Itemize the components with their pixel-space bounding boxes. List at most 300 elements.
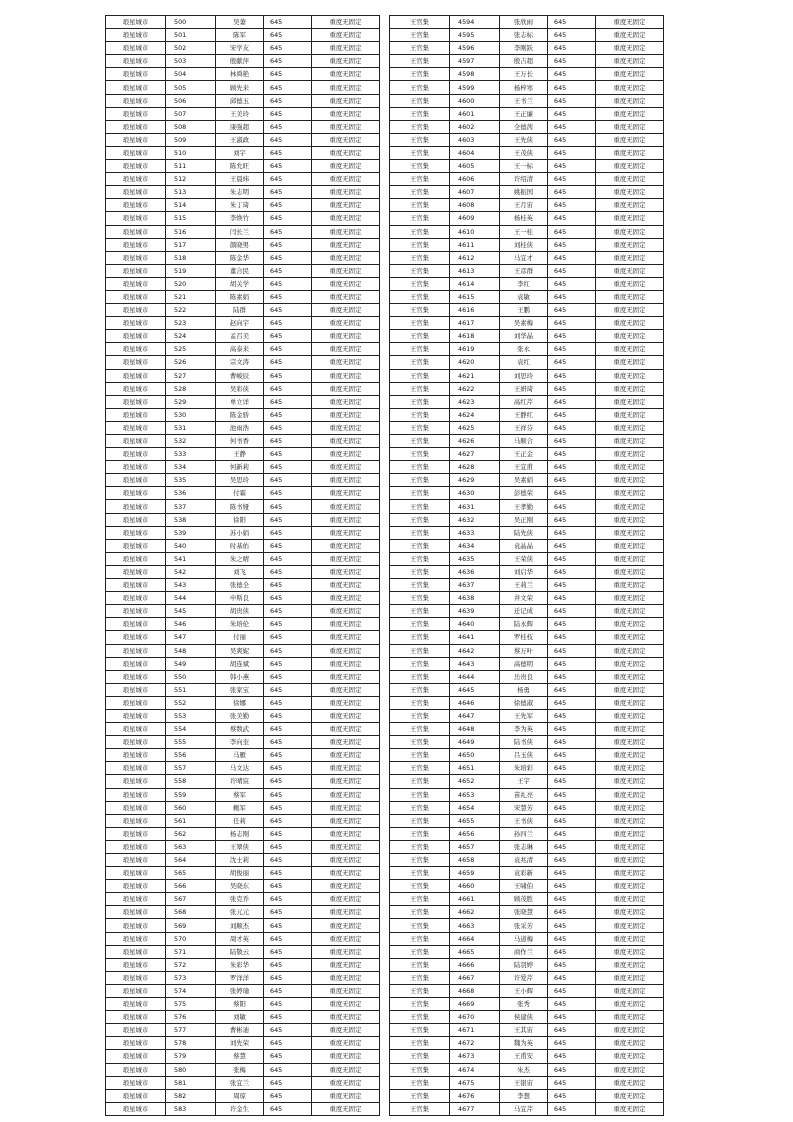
place-cell: 琅星城市: [106, 474, 166, 487]
place-cell: 王官集: [390, 1011, 450, 1024]
status-cell: 重度无固定: [312, 814, 380, 827]
name-cell: 刘宇: [216, 146, 264, 159]
status-cell: 重度无固定: [312, 146, 380, 159]
status-cell: 重度无固定: [596, 146, 664, 159]
id-cell: 4674: [450, 1063, 500, 1076]
amount-cell: 645: [264, 605, 312, 618]
place-cell: 琅星城市: [106, 1024, 166, 1037]
place-cell: 王官集: [390, 107, 450, 120]
amount-cell: 645: [548, 1050, 596, 1063]
name-cell: 刘桂侠: [500, 238, 548, 251]
status-cell: 重度无固定: [596, 775, 664, 788]
status-cell: 重度无固定: [312, 618, 380, 631]
status-cell: 重度无固定: [312, 513, 380, 526]
place-cell: 琅星城市: [106, 840, 166, 853]
table-row: [390, 356, 664, 369]
table-row: [390, 827, 664, 840]
amount-cell: 645: [548, 408, 596, 421]
status-cell: 重度无固定: [312, 369, 380, 382]
status-cell: 重度无固定: [312, 55, 380, 68]
amount-cell: 645: [264, 81, 312, 94]
amount-cell: 645: [548, 971, 596, 984]
status-cell: 重度无固定: [596, 107, 664, 120]
place-cell: 琅星城市: [106, 212, 166, 225]
amount-cell: 645: [264, 369, 312, 382]
table-row: [390, 840, 664, 853]
amount-cell: 645: [548, 618, 596, 631]
status-cell: 重度无固定: [596, 186, 664, 199]
table-row: [390, 631, 664, 644]
status-cell: 重度无固定: [596, 251, 664, 264]
id-cell: 572: [166, 958, 216, 971]
status-cell: 重度无固定: [596, 461, 664, 474]
name-cell: 袁敏: [500, 290, 548, 303]
id-cell: 4675: [450, 1076, 500, 1089]
place-cell: 琅星城市: [106, 55, 166, 68]
status-cell: 重度无固定: [596, 696, 664, 709]
table-row: [106, 1089, 380, 1102]
table-row: [390, 55, 664, 68]
amount-cell: 645: [548, 998, 596, 1011]
table-row: [390, 998, 664, 1011]
place-cell: 王官集: [390, 42, 450, 55]
status-cell: 重度无固定: [312, 919, 380, 932]
id-cell: 509: [166, 133, 216, 146]
table-row: [106, 1050, 380, 1063]
id-cell: 552: [166, 696, 216, 709]
name-cell: 商作兰: [500, 945, 548, 958]
place-cell: 琅星城市: [106, 448, 166, 461]
name-cell: 王一标: [500, 160, 548, 173]
place-cell: 王官集: [390, 893, 450, 906]
id-cell: 514: [166, 199, 216, 212]
place-cell: 琅星城市: [106, 1102, 166, 1115]
amount-cell: 645: [264, 94, 312, 107]
name-cell: 李红: [500, 277, 548, 290]
name-cell: 高红芹: [500, 395, 548, 408]
table-row: [390, 657, 664, 670]
status-cell: 重度无固定: [596, 827, 664, 840]
status-cell: 重度无固定: [312, 304, 380, 317]
amount-cell: 645: [548, 500, 596, 513]
status-cell: 重度无固定: [312, 565, 380, 578]
status-cell: 重度无固定: [312, 317, 380, 330]
table-row: [106, 435, 380, 448]
table-row: [106, 709, 380, 722]
place-cell: 琅星城市: [106, 958, 166, 971]
amount-cell: 645: [548, 1024, 596, 1037]
amount-cell: 645: [548, 709, 596, 722]
left-table-body: [106, 16, 380, 1116]
id-cell: 505: [166, 81, 216, 94]
place-cell: 王官集: [390, 840, 450, 853]
place-cell: 琅星城市: [106, 186, 166, 199]
amount-cell: 645: [264, 657, 312, 670]
id-cell: 4640: [450, 618, 500, 631]
table-row: [106, 304, 380, 317]
status-cell: 重度无固定: [596, 290, 664, 303]
name-cell: 韩小燕: [216, 670, 264, 683]
place-cell: 王官集: [390, 395, 450, 408]
name-cell: 邱德玉: [216, 94, 264, 107]
id-cell: 504: [166, 68, 216, 81]
status-cell: 重度无固定: [596, 552, 664, 565]
place-cell: 琅星城市: [106, 618, 166, 631]
name-cell: 王其宙: [500, 1024, 548, 1037]
name-cell: 袁彩新: [500, 867, 548, 880]
amount-cell: 645: [548, 395, 596, 408]
name-cell: 曹彬迪: [216, 1024, 264, 1037]
name-cell: 高德明: [500, 657, 548, 670]
status-cell: 重度无固定: [596, 94, 664, 107]
id-cell: 4661: [450, 893, 500, 906]
name-cell: 池雨浩: [216, 421, 264, 434]
name-cell: 张宜兰: [216, 1076, 264, 1089]
amount-cell: 645: [264, 971, 312, 984]
name-cell: 张克乔: [216, 893, 264, 906]
amount-cell: 645: [264, 277, 312, 290]
id-cell: 580: [166, 1063, 216, 1076]
amount-cell: 645: [548, 42, 596, 55]
table-row: [106, 958, 380, 971]
place-cell: 王官集: [390, 264, 450, 277]
table-row: [106, 251, 380, 264]
table-row: [106, 814, 380, 827]
table-row: [390, 958, 664, 971]
id-cell: 4677: [450, 1102, 500, 1115]
place-cell: 琅星城市: [106, 251, 166, 264]
table-row: [106, 552, 380, 565]
amount-cell: 645: [548, 81, 596, 94]
table-row: [390, 539, 664, 552]
table-row: [390, 408, 664, 421]
id-cell: 533: [166, 448, 216, 461]
place-cell: 王官集: [390, 919, 450, 932]
name-cell: 彭德荣: [500, 487, 548, 500]
amount-cell: 645: [548, 55, 596, 68]
name-cell: 井文荣: [500, 592, 548, 605]
id-cell: 4616: [450, 304, 500, 317]
amount-cell: 645: [264, 579, 312, 592]
status-cell: 重度无固定: [312, 173, 380, 186]
place-cell: 王官集: [390, 723, 450, 736]
amount-cell: 645: [548, 421, 596, 434]
id-cell: 4598: [450, 68, 500, 81]
table-row: [106, 317, 380, 330]
place-cell: 琅星城市: [106, 395, 166, 408]
name-cell: 朱培彩: [500, 762, 548, 775]
name-cell: 陆先侠: [500, 526, 548, 539]
amount-cell: 645: [548, 199, 596, 212]
amount-cell: 645: [264, 225, 312, 238]
status-cell: 重度无固定: [312, 1050, 380, 1063]
amount-cell: 645: [548, 290, 596, 303]
name-cell: 迁记成: [500, 605, 548, 618]
name-cell: 王宜甫: [500, 461, 548, 474]
table-row: [106, 500, 380, 513]
table-row: [106, 133, 380, 146]
status-cell: 重度无固定: [596, 749, 664, 762]
id-cell: 534: [166, 461, 216, 474]
status-cell: 重度无固定: [312, 435, 380, 448]
table-row: [390, 369, 664, 382]
id-cell: 526: [166, 356, 216, 369]
amount-cell: 645: [264, 16, 312, 29]
status-cell: 重度无固定: [312, 579, 380, 592]
table-row: [106, 631, 380, 644]
table-row: [106, 120, 380, 133]
name-cell: 王书兰: [500, 94, 548, 107]
table-row: [106, 29, 380, 42]
place-cell: 琅星城市: [106, 146, 166, 159]
table-row: [106, 238, 380, 251]
id-cell: 4641: [450, 631, 500, 644]
amount-cell: 645: [548, 160, 596, 173]
table-row: [390, 199, 664, 212]
id-cell: 4676: [450, 1089, 500, 1102]
table-row: [390, 775, 664, 788]
status-cell: 重度无固定: [312, 631, 380, 644]
status-cell: 重度无固定: [312, 120, 380, 133]
id-cell: 4660: [450, 880, 500, 893]
amount-cell: 645: [264, 120, 312, 133]
table-row: [390, 29, 664, 42]
amount-cell: 645: [264, 1076, 312, 1089]
amount-cell: 645: [264, 749, 312, 762]
status-cell: 重度无固定: [312, 539, 380, 552]
table-row: [390, 788, 664, 801]
table-row: [106, 264, 380, 277]
place-cell: 王官集: [390, 160, 450, 173]
id-cell: 4632: [450, 513, 500, 526]
place-cell: 王官集: [390, 146, 450, 159]
table-row: [106, 618, 380, 631]
place-cell: 王官集: [390, 657, 450, 670]
place-cell: 琅星城市: [106, 683, 166, 696]
name-cell: 朱彩华: [216, 958, 264, 971]
table-row: [106, 827, 380, 840]
table-row: [390, 618, 664, 631]
place-cell: 王官集: [390, 290, 450, 303]
amount-cell: 645: [548, 107, 596, 120]
place-cell: 琅星城市: [106, 133, 166, 146]
status-cell: 重度无固定: [596, 854, 664, 867]
table-row: [390, 68, 664, 81]
place-cell: 琅星城市: [106, 238, 166, 251]
id-cell: 4648: [450, 723, 500, 736]
place-cell: 琅星城市: [106, 42, 166, 55]
id-cell: 554: [166, 723, 216, 736]
id-cell: 4618: [450, 330, 500, 343]
amount-cell: 645: [264, 290, 312, 303]
amount-cell: 645: [264, 435, 312, 448]
name-cell: 马顺合: [500, 435, 548, 448]
name-cell: 陆永辉: [500, 618, 548, 631]
name-cell: 蔡阳: [216, 998, 264, 1011]
place-cell: 琅星城市: [106, 304, 166, 317]
id-cell: 4605: [450, 160, 500, 173]
id-cell: 4666: [450, 958, 500, 971]
amount-cell: 645: [264, 238, 312, 251]
id-cell: 564: [166, 854, 216, 867]
status-cell: 重度无固定: [596, 474, 664, 487]
place-cell: 琅星城市: [106, 670, 166, 683]
place-cell: 王官集: [390, 539, 450, 552]
amount-cell: 645: [264, 448, 312, 461]
table-row: [390, 814, 664, 827]
place-cell: 琅星城市: [106, 723, 166, 736]
name-cell: 王祥芬: [500, 421, 548, 434]
place-cell: 琅星城市: [106, 539, 166, 552]
place-cell: 王官集: [390, 552, 450, 565]
id-cell: 4653: [450, 788, 500, 801]
amount-cell: 645: [264, 251, 312, 264]
status-cell: 重度无固定: [596, 788, 664, 801]
place-cell: 王官集: [390, 474, 450, 487]
amount-cell: 645: [548, 186, 596, 199]
status-cell: 重度无固定: [312, 958, 380, 971]
table-row: [390, 1037, 664, 1050]
status-cell: 重度无固定: [596, 199, 664, 212]
place-cell: 王官集: [390, 330, 450, 343]
place-cell: 王官集: [390, 382, 450, 395]
table-row: [390, 277, 664, 290]
status-cell: 重度无固定: [596, 801, 664, 814]
place-cell: 王官集: [390, 971, 450, 984]
place-cell: 琅星城市: [106, 605, 166, 618]
amount-cell: 645: [548, 867, 596, 880]
name-cell: 孙四兰: [500, 827, 548, 840]
amount-cell: 645: [264, 500, 312, 513]
table-row: [390, 736, 664, 749]
name-cell: 张志琳: [500, 840, 548, 853]
place-cell: 琅星城市: [106, 814, 166, 827]
place-cell: 王官集: [390, 81, 450, 94]
id-cell: 528: [166, 382, 216, 395]
place-cell: 王官集: [390, 199, 450, 212]
id-cell: 519: [166, 264, 216, 277]
id-cell: 575: [166, 998, 216, 1011]
status-cell: 重度无固定: [312, 94, 380, 107]
table-row: [390, 552, 664, 565]
id-cell: 579: [166, 1050, 216, 1063]
place-cell: 琅星城市: [106, 775, 166, 788]
table-row: [106, 579, 380, 592]
id-cell: 4657: [450, 840, 500, 853]
amount-cell: 645: [548, 382, 596, 395]
place-cell: 王官集: [390, 55, 450, 68]
id-cell: 4664: [450, 932, 500, 945]
amount-cell: 645: [548, 644, 596, 657]
name-cell: 张婷瑜: [216, 984, 264, 997]
status-cell: 重度无固定: [596, 906, 664, 919]
id-cell: 570: [166, 932, 216, 945]
id-cell: 511: [166, 160, 216, 173]
id-cell: 571: [166, 945, 216, 958]
status-cell: 重度无固定: [596, 487, 664, 500]
id-cell: 517: [166, 238, 216, 251]
amount-cell: 645: [548, 762, 596, 775]
id-cell: 4631: [450, 500, 500, 513]
id-cell: 500: [166, 16, 216, 29]
place-cell: 王官集: [390, 683, 450, 696]
table-row: [390, 133, 664, 146]
amount-cell: 645: [264, 1024, 312, 1037]
id-cell: 548: [166, 644, 216, 657]
place-cell: 琅星城市: [106, 16, 166, 29]
amount-cell: 645: [548, 605, 596, 618]
table-row: [390, 605, 664, 618]
status-cell: 重度无固定: [596, 1102, 664, 1115]
id-cell: 4610: [450, 225, 500, 238]
table-row: [106, 146, 380, 159]
status-cell: 重度无固定: [312, 487, 380, 500]
amount-cell: 645: [548, 854, 596, 867]
table-row: [390, 16, 664, 29]
id-cell: 546: [166, 618, 216, 631]
place-cell: 琅星城市: [106, 487, 166, 500]
place-cell: 王官集: [390, 1063, 450, 1076]
id-cell: 4645: [450, 683, 500, 696]
status-cell: 重度无固定: [596, 55, 664, 68]
id-cell: 4647: [450, 709, 500, 722]
name-cell: 时基佑: [216, 539, 264, 552]
status-cell: 重度无固定: [596, 736, 664, 749]
id-cell: 542: [166, 565, 216, 578]
place-cell: 王官集: [390, 29, 450, 42]
table-row: [106, 1011, 380, 1024]
amount-cell: 645: [264, 343, 312, 356]
amount-cell: 645: [548, 592, 596, 605]
status-cell: 重度无固定: [312, 474, 380, 487]
status-cell: 重度无固定: [596, 526, 664, 539]
name-cell: 朱志明: [216, 186, 264, 199]
id-cell: 4622: [450, 382, 500, 395]
id-cell: 578: [166, 1037, 216, 1050]
place-cell: 琅星城市: [106, 998, 166, 1011]
id-cell: 547: [166, 631, 216, 644]
name-cell: 宗文涛: [216, 356, 264, 369]
name-cell: 何书香: [216, 435, 264, 448]
name-cell: 吴思玲: [216, 474, 264, 487]
id-cell: 527: [166, 369, 216, 382]
status-cell: 重度无固定: [312, 395, 380, 408]
table-row: [390, 251, 664, 264]
status-cell: 重度无固定: [596, 644, 664, 657]
amount-cell: 645: [548, 539, 596, 552]
table-row: [390, 565, 664, 578]
status-cell: 重度无固定: [312, 736, 380, 749]
id-cell: 4634: [450, 539, 500, 552]
table-row: [390, 880, 664, 893]
amount-cell: 645: [264, 1063, 312, 1076]
table-row: [390, 317, 664, 330]
amount-cell: 645: [264, 919, 312, 932]
name-cell: 李刚跃: [500, 42, 548, 55]
place-cell: 琅星城市: [106, 277, 166, 290]
id-cell: 574: [166, 984, 216, 997]
place-cell: 琅星城市: [106, 29, 166, 42]
name-cell: 王莉兰: [500, 579, 548, 592]
right-table-body: [390, 16, 664, 1116]
status-cell: 重度无固定: [312, 1076, 380, 1089]
status-cell: 重度无固定: [312, 1024, 380, 1037]
place-cell: 王官集: [390, 592, 450, 605]
place-cell: 王官集: [390, 945, 450, 958]
amount-cell: 645: [264, 513, 312, 526]
place-cell: 王官集: [390, 186, 450, 199]
status-cell: 重度无固定: [596, 500, 664, 513]
